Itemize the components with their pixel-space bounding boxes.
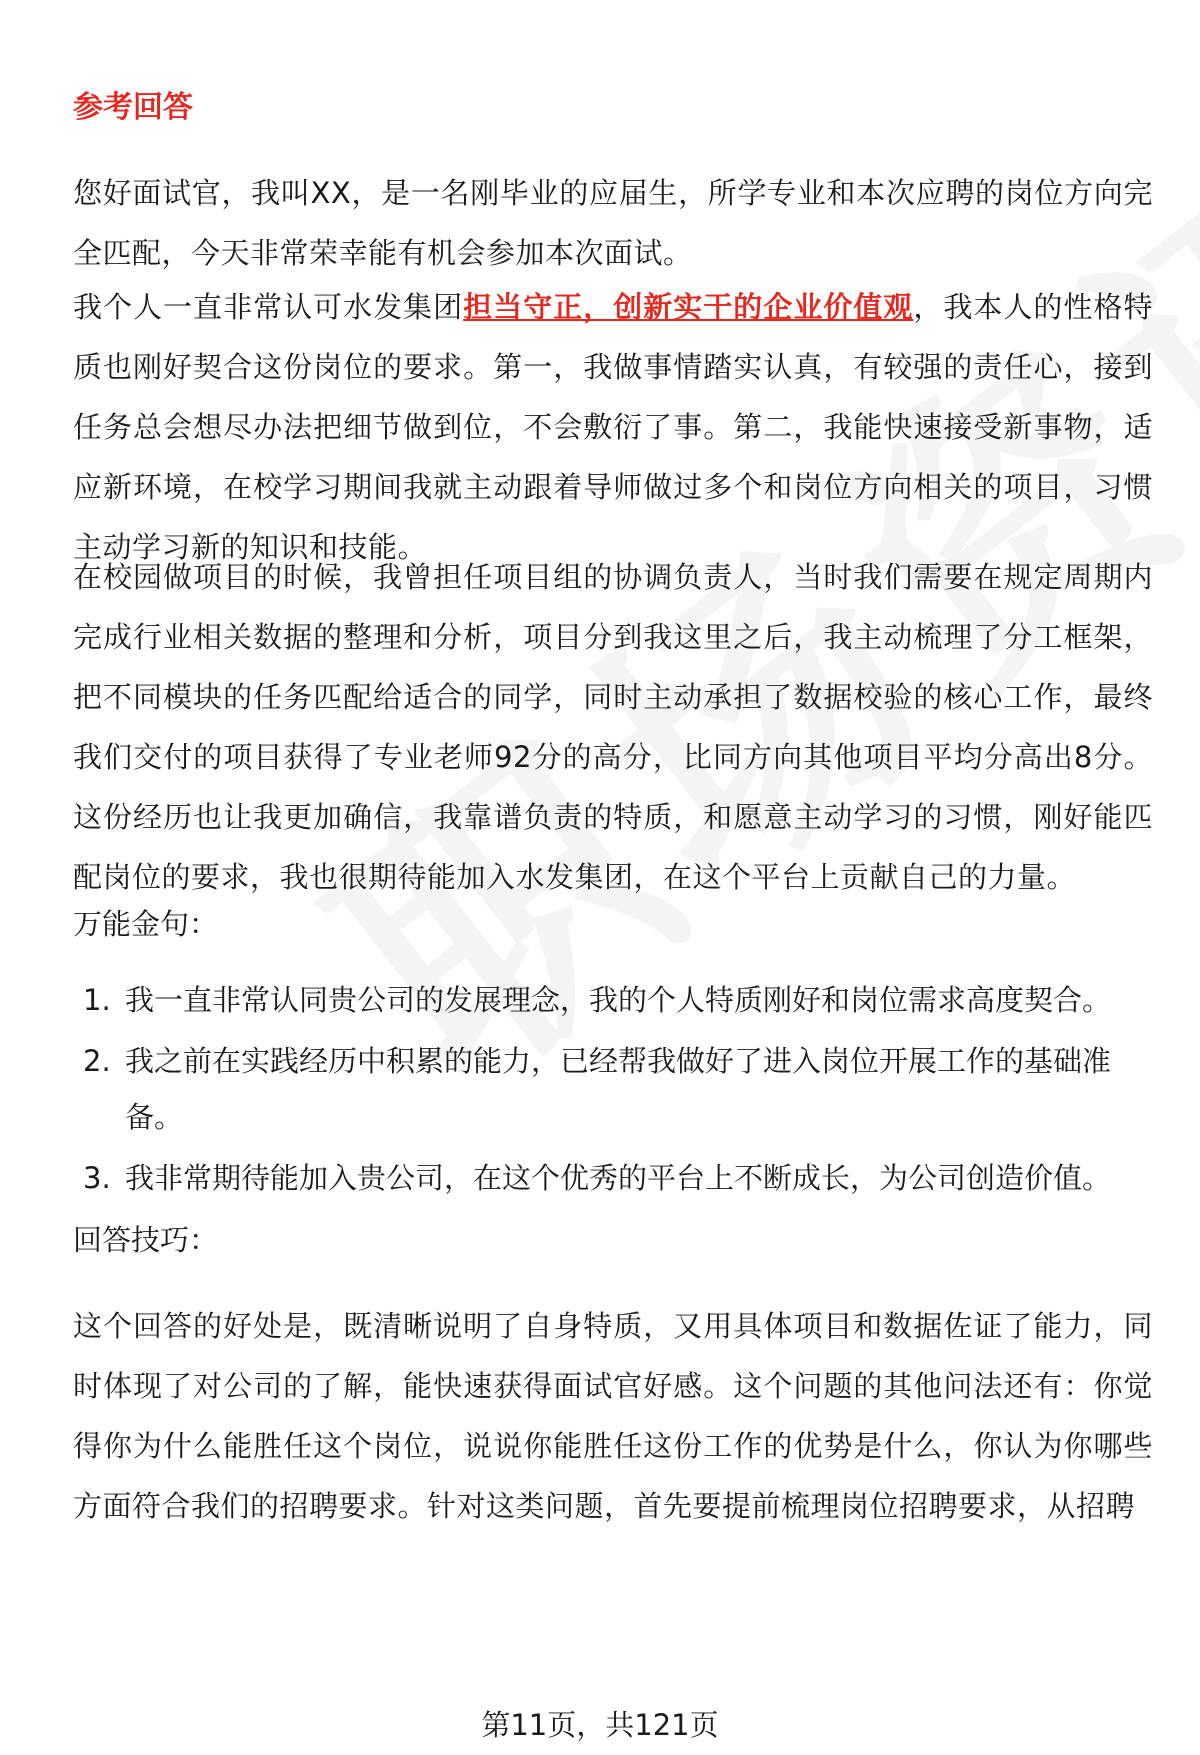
list-item-text: 我一直非常认同贵公司的发展理念，我的个人特质刚好和岗位需求高度契合。 xyxy=(125,983,1112,1017)
list-item-number: 3. xyxy=(83,1161,111,1195)
list-item-number: 2. xyxy=(83,1044,111,1078)
page-number-footer: 第11页，共121页 xyxy=(481,1708,719,1742)
values-paragraph xyxy=(73,277,1153,577)
golden-sentences-list xyxy=(73,972,1153,1211)
list-item xyxy=(73,1033,1153,1145)
list-item xyxy=(73,1150,1153,1206)
project-paragraph: 在校园做项目的时候，我曾担任项目组的协调负责人，当时我们需要在规定周期内完成行业相关数据的整理和分析，项目分到我这里之后，我主动梳理了分工框架，把不同模块的任务匹配给适合的同学，同时主动承担了数据校验的核心工作，最终我们交付的项目获得了专业老师92分的高分，比同方向其他项目平均分高出8分。这份经历也让我更加确信，我靠谱负责的特质，和愿意主动学习的习惯，刚好能匹配岗位的要求，我也很期待能加入水发集团，在这个平台上贡献自己的力量。 xyxy=(73,560,1153,894)
section-heading: 参考回答 xyxy=(73,90,193,125)
list-item-text: 我非常期待能加入贵公司，在这个优秀的平台上不断成长，为公司创造价值。 xyxy=(125,1161,1112,1195)
golden-sentences-label: 万能金句： xyxy=(73,907,219,941)
tips-label: 回答技巧： xyxy=(73,1223,219,1257)
list-item-text: 我之前在实践经历中积累的能力，已经帮我做好了进入岗位开展工作的基础准备。 xyxy=(125,1044,1112,1134)
values-text-after: ，我本人的性格特质也刚好契合这份岗位的要求。第一，我做事情踏实认真，有较强的责任心，接到任务总会想尽办法把细节做到位，不会敷衍了事。第二，我能快速接受新事物，适应新环境，在校学习期间我就主动跟着导师做过多个和岗位方向相关的项目，习惯主动学习新的知识和技能。 xyxy=(73,290,1153,564)
values-text-before: 我个人一直非常认可水发集团 xyxy=(73,290,464,324)
list-item xyxy=(73,972,1153,1028)
intro-paragraph: 您好面试官，我叫XX，是一名刚毕业的应届生，所学专业和本次应聘的岗位方向完全匹配，今天非常荣幸能有机会参加本次面试。 xyxy=(73,176,1153,270)
values-highlight: 担当守正，创新实干的企业价值观 xyxy=(463,290,914,324)
tips-paragraph: 这个回答的好处是，既清晰说明了自身特质，又用具体项目和数据佐证了能力，同时体现了对公司的了解，能快速获得面试官好感。这个问题的其他问法还有：你觉得你为什么能胜任这个岗位，说说你能胜任这份工作的优势是什么，你认为你哪些方面符合我们的招聘要求。针对这类问题，首先要提前梳理岗位招聘要求，从招聘 xyxy=(73,1309,1153,1523)
document-page xyxy=(73,0,1153,1755)
list-item-number: 1. xyxy=(83,983,111,1017)
